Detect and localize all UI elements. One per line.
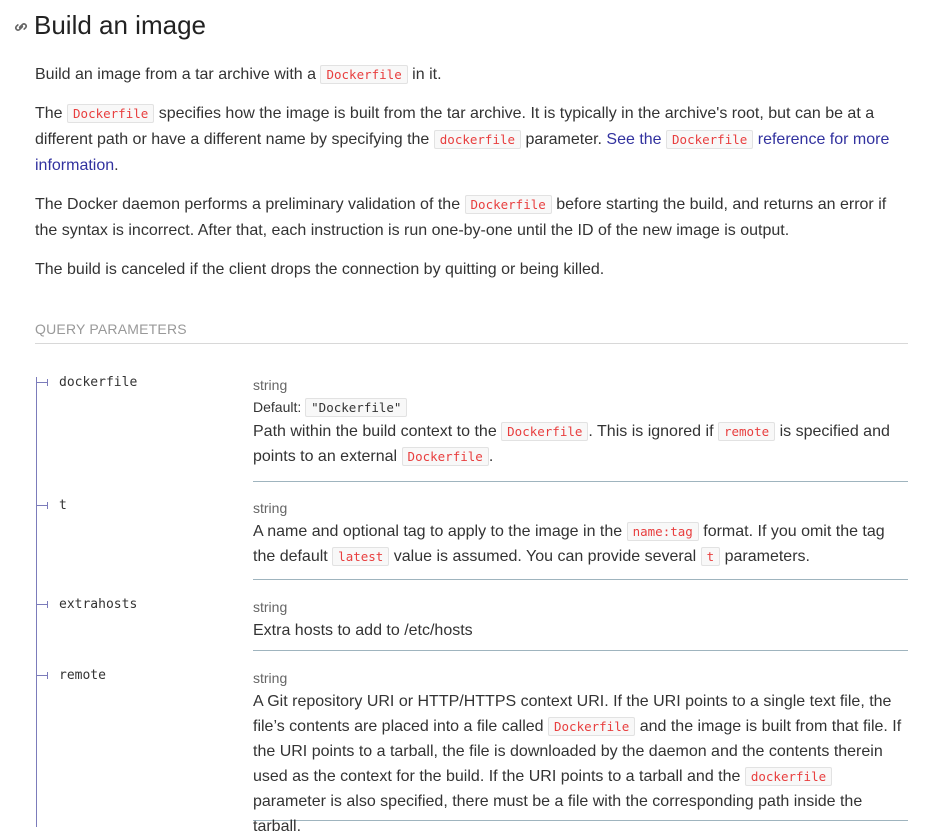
default-label: Default: [253, 399, 306, 415]
param-name-text: t [59, 497, 67, 513]
inline-code: Dockerfile [501, 422, 588, 441]
text: before starting the build, and returns an error if the syntax is incorrect. After that, each instruction is run one-by-one until the ID of the new image is output. [35, 196, 887, 239]
text: The Docker daemon performs a preliminary validation of the [35, 196, 465, 213]
text: parameter. [521, 131, 607, 148]
text: Path within the build context to the [253, 423, 502, 440]
tree-branch-icon [36, 505, 48, 506]
inline-code: Dockerfile [548, 717, 635, 736]
param-type: string [253, 500, 288, 516]
text: specifies how the image is built from the tar archive. It is typically in the archive's root, but can be at a different path or have a different name by specifying the [35, 105, 875, 148]
param-description: Extra hosts to add to /etc/hosts [253, 622, 473, 639]
param-type: string [253, 377, 288, 393]
param-name-text: dockerfile [59, 374, 138, 390]
param-name-text: remote [59, 667, 106, 683]
inline-code: name:tag [627, 522, 699, 541]
text: A name and optional tag to apply to the image in the [253, 523, 627, 540]
text: The [35, 105, 68, 122]
text: . This is ignored if [588, 423, 718, 440]
inline-code: Dockerfile [402, 447, 489, 466]
text: format. If you omit the tag the default [253, 523, 885, 565]
param-default [253, 396, 908, 419]
param-type: string [253, 599, 288, 615]
default-value: "Dockerfile" [305, 398, 407, 417]
text: is specified and points to an external [253, 423, 890, 465]
inline-code: remote [718, 422, 775, 441]
text: value is assumed. You can provide several [389, 548, 701, 565]
section-heading [12, 8, 206, 42]
inline-code: t [701, 547, 721, 566]
link-text[interactable]: See the [606, 131, 667, 148]
param-name [36, 667, 106, 683]
inline-code: Dockerfile [67, 104, 154, 123]
page-title: Build an image [34, 10, 206, 40]
text: and the image is built from that file. If the URI points to a tarball, the file is downloaded by the daemon and the contents therein used as the context for the build. If the URI points to a tarball and the [253, 718, 902, 785]
inline-code: dockerfile [434, 130, 521, 149]
tree-branch-icon [36, 675, 48, 676]
link-icon[interactable] [12, 18, 30, 36]
text: parameters. [720, 548, 810, 565]
intro-section [35, 62, 908, 296]
query-parameters-header: QUERY PARAMETERS [35, 321, 908, 344]
param-type: string [253, 670, 288, 686]
link-text[interactable]: reference for more information [35, 131, 890, 174]
param-description [253, 689, 908, 839]
param-name [36, 596, 137, 612]
param-name-text: extrahosts [59, 596, 138, 612]
inline-code: dockerfile [745, 767, 832, 786]
text: . [488, 448, 494, 465]
param-detail [253, 497, 908, 580]
param-description [253, 419, 908, 469]
tree-branch-icon [36, 382, 48, 383]
inline-code: latest [332, 547, 389, 566]
text: Build an image from a tar archive with a [35, 66, 321, 83]
tree-branch-icon [36, 604, 48, 605]
text: parameter is also specified, there must be a file with the corresponding path inside the tarball. [253, 793, 863, 835]
intro-paragraph-1 [35, 62, 908, 88]
inline-code: Dockerfile [465, 195, 552, 214]
intro-paragraph-4: The build is canceled if the client drops the connection by quitting or being killed. [35, 261, 605, 278]
text: in it. [407, 66, 442, 83]
param-name [36, 374, 137, 390]
param-detail [253, 667, 908, 835]
param-detail [253, 374, 908, 482]
param-detail [253, 596, 908, 651]
intro-paragraph-3 [35, 192, 908, 244]
text: A Git repository URI or HTTP/HTTPS context URI. If the URI points to a single text file, the file’s contents are placed into a file called [253, 693, 892, 735]
text: . [114, 157, 119, 174]
inline-code: Dockerfile [320, 65, 407, 84]
param-description [253, 519, 908, 569]
intro-paragraph-2 [35, 101, 908, 179]
inline-code[interactable]: Dockerfile [666, 130, 753, 149]
param-name [36, 497, 67, 513]
